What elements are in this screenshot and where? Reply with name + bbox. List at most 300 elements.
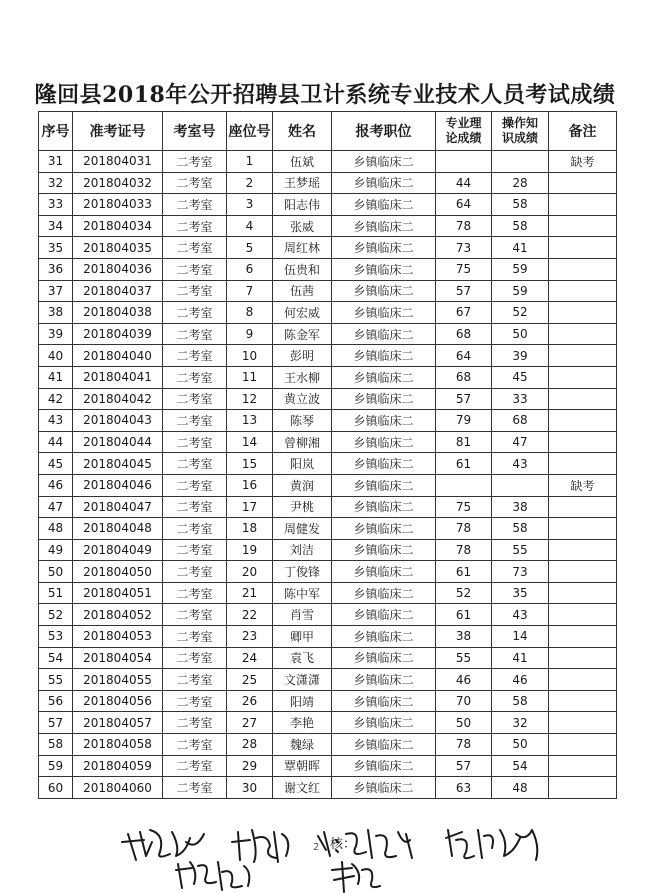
- row-seq: 42: [39, 388, 73, 410]
- row-name: 伍贵和: [273, 258, 332, 280]
- row-name: 黄立波: [273, 388, 332, 410]
- row-theory-score: 67: [436, 302, 492, 324]
- row-seat: 17: [227, 496, 273, 518]
- row-exam-no: 201804032: [73, 172, 163, 194]
- row-theory-score: 44: [436, 172, 492, 194]
- row-room: 二考室: [163, 755, 227, 777]
- table-row: [39, 474, 617, 496]
- row-seat: 11: [227, 366, 273, 388]
- row-position: 乡镇临床二: [332, 172, 436, 194]
- row-name: 曾柳湘: [273, 431, 332, 453]
- table-row: [39, 669, 617, 691]
- row-theory-score: 68: [436, 366, 492, 388]
- row-seat: 5: [227, 237, 273, 259]
- table-row: [39, 194, 617, 216]
- row-seat: 28: [227, 734, 273, 756]
- row-name: 陈琴: [273, 410, 332, 432]
- row-exam-no: 201804048: [73, 518, 163, 540]
- row-seq: 46: [39, 474, 73, 496]
- row-seq: 34: [39, 215, 73, 237]
- row-remark: [549, 647, 617, 669]
- header-exam-no: 准考证号: [73, 112, 163, 151]
- row-practice-score: [492, 151, 549, 173]
- row-exam-no: 201804043: [73, 410, 163, 432]
- row-seat: 23: [227, 626, 273, 648]
- row-theory-score: 57: [436, 388, 492, 410]
- row-practice-score: 50: [492, 323, 549, 345]
- row-position: 乡镇临床二: [332, 280, 436, 302]
- row-exam-no: 201804036: [73, 258, 163, 280]
- row-seq: 49: [39, 539, 73, 561]
- header-practice-score: [492, 112, 549, 151]
- row-remark: [549, 237, 617, 259]
- row-remark: [549, 194, 617, 216]
- row-exam-no: 201804041: [73, 366, 163, 388]
- row-seq: 51: [39, 582, 73, 604]
- row-position: 乡镇临床二: [332, 496, 436, 518]
- row-room: 二考室: [163, 431, 227, 453]
- row-seat: 16: [227, 474, 273, 496]
- row-exam-no: 201804035: [73, 237, 163, 259]
- row-exam-no: 201804046: [73, 474, 163, 496]
- row-practice-score: 58: [492, 690, 549, 712]
- table-body: [39, 151, 617, 799]
- row-position: 乡镇临床二: [332, 734, 436, 756]
- row-theory-score: 70: [436, 690, 492, 712]
- row-practice-score: 52: [492, 302, 549, 324]
- row-room: 二考室: [163, 561, 227, 583]
- table-row: [39, 151, 617, 173]
- row-practice-score: 73: [492, 561, 549, 583]
- row-exam-no: 201804053: [73, 626, 163, 648]
- table-row: [39, 431, 617, 453]
- row-practice-score: 43: [492, 453, 549, 475]
- signature-2: [232, 830, 288, 862]
- row-seq: 57: [39, 712, 73, 734]
- row-practice-score: 59: [492, 280, 549, 302]
- row-position: 乡镇临床二: [332, 647, 436, 669]
- row-remark: [549, 755, 617, 777]
- row-position: 乡镇临床二: [332, 690, 436, 712]
- header-name: 姓名: [273, 112, 332, 151]
- row-seat: 25: [227, 669, 273, 691]
- table-row: [39, 604, 617, 626]
- row-remark: [549, 410, 617, 432]
- row-exam-no: 201804051: [73, 582, 163, 604]
- row-exam-no: 201804044: [73, 431, 163, 453]
- row-remark: [549, 734, 617, 756]
- row-name: 张威: [273, 215, 332, 237]
- row-exam-no: 201804031: [73, 151, 163, 173]
- header-room: 考室号: [163, 112, 227, 151]
- row-seq: 39: [39, 323, 73, 345]
- row-position: 乡镇临床二: [332, 453, 436, 475]
- row-name: 伍斌: [273, 151, 332, 173]
- row-seat: 2: [227, 172, 273, 194]
- row-theory-score: 64: [436, 194, 492, 216]
- row-practice-score: 46: [492, 669, 549, 691]
- header-seq: 序号: [39, 112, 73, 151]
- row-room: 二考室: [163, 474, 227, 496]
- row-seq: 33: [39, 194, 73, 216]
- row-exam-no: 201804052: [73, 604, 163, 626]
- row-room: 二考室: [163, 604, 227, 626]
- row-theory-score: 50: [436, 712, 492, 734]
- row-room: 二考室: [163, 237, 227, 259]
- row-exam-no: 201804058: [73, 734, 163, 756]
- row-exam-no: 201804055: [73, 669, 163, 691]
- row-seat: 8: [227, 302, 273, 324]
- row-room: 二考室: [163, 280, 227, 302]
- row-name: 周红林: [273, 237, 332, 259]
- table-row: [39, 518, 617, 540]
- row-remark: [549, 388, 617, 410]
- row-seq: 40: [39, 345, 73, 367]
- row-seat: 14: [227, 431, 273, 453]
- row-theory-score: 64: [436, 345, 492, 367]
- row-seq: 59: [39, 755, 73, 777]
- row-room: 二考室: [163, 453, 227, 475]
- row-theory-score: 75: [436, 496, 492, 518]
- row-seat: 22: [227, 604, 273, 626]
- row-seat: 7: [227, 280, 273, 302]
- row-position: 乡镇临床二: [332, 410, 436, 432]
- row-remark: [549, 453, 617, 475]
- row-position: 乡镇临床二: [332, 237, 436, 259]
- row-theory-score: 57: [436, 755, 492, 777]
- row-position: 乡镇临床二: [332, 518, 436, 540]
- table-row: [39, 215, 617, 237]
- row-seat: 6: [227, 258, 273, 280]
- row-practice-score: 14: [492, 626, 549, 648]
- table-row: [39, 345, 617, 367]
- row-seat: 26: [227, 690, 273, 712]
- row-seat: 10: [227, 345, 273, 367]
- row-exam-no: 201804045: [73, 453, 163, 475]
- row-seq: 53: [39, 626, 73, 648]
- row-name: 文潇潇: [273, 669, 332, 691]
- row-theory-score: 38: [436, 626, 492, 648]
- header-theory-score: [436, 112, 492, 151]
- row-position: 乡镇临床二: [332, 151, 436, 173]
- row-remark: [549, 280, 617, 302]
- row-theory-score: 78: [436, 518, 492, 540]
- row-practice-score: 32: [492, 712, 549, 734]
- table-row: [39, 777, 617, 799]
- row-seat: 19: [227, 539, 273, 561]
- row-theory-score: 55: [436, 647, 492, 669]
- row-practice-score: 41: [492, 237, 549, 259]
- row-room: 二考室: [163, 345, 227, 367]
- row-name: 王水柳: [273, 366, 332, 388]
- row-seat: 18: [227, 518, 273, 540]
- row-position: 乡镇临床二: [332, 388, 436, 410]
- table-row: [39, 712, 617, 734]
- row-seq: 35: [39, 237, 73, 259]
- row-name: 周健发: [273, 518, 332, 540]
- row-practice-score: 58: [492, 194, 549, 216]
- reviewer-label: 核：: [330, 837, 357, 852]
- row-name: 陈金军: [273, 323, 332, 345]
- row-remark: [549, 496, 617, 518]
- row-seat: 15: [227, 453, 273, 475]
- row-seq: 60: [39, 777, 73, 799]
- row-practice-score: 55: [492, 539, 549, 561]
- table-row: [39, 237, 617, 259]
- table-row: [39, 453, 617, 475]
- row-room: 二考室: [163, 215, 227, 237]
- row-position: 乡镇临床二: [332, 582, 436, 604]
- row-theory-score: 68: [436, 323, 492, 345]
- row-theory-score: 57: [436, 280, 492, 302]
- row-practice-score: 58: [492, 518, 549, 540]
- row-position: 乡镇临床二: [332, 258, 436, 280]
- row-room: 二考室: [163, 626, 227, 648]
- row-theory-score: 75: [436, 258, 492, 280]
- row-practice-score: [492, 474, 549, 496]
- table-row: [39, 647, 617, 669]
- signature-1: [122, 830, 204, 860]
- row-room: 二考室: [163, 518, 227, 540]
- row-practice-score: 54: [492, 755, 549, 777]
- signature-5: [176, 862, 249, 890]
- row-name: 袁飞: [273, 647, 332, 669]
- row-exam-no: 201804040: [73, 345, 163, 367]
- row-room: 二考室: [163, 582, 227, 604]
- table-row: [39, 755, 617, 777]
- row-name: 肖雪: [273, 604, 332, 626]
- row-theory-score: 78: [436, 734, 492, 756]
- row-position: 乡镇临床二: [332, 539, 436, 561]
- row-practice-score: 50: [492, 734, 549, 756]
- row-theory-score: 61: [436, 561, 492, 583]
- row-room: 二考室: [163, 647, 227, 669]
- row-room: 二考室: [163, 151, 227, 173]
- row-seat: 3: [227, 194, 273, 216]
- row-remark: [549, 302, 617, 324]
- row-seq: 31: [39, 151, 73, 173]
- row-theory-score: 78: [436, 215, 492, 237]
- row-position: 乡镇临床二: [332, 604, 436, 626]
- row-seat: 24: [227, 647, 273, 669]
- header-position: 报考职位: [332, 112, 436, 151]
- row-practice-score: 39: [492, 345, 549, 367]
- table-row: [39, 626, 617, 648]
- row-name: 卿甲: [273, 626, 332, 648]
- row-seq: 38: [39, 302, 73, 324]
- row-seq: 50: [39, 561, 73, 583]
- row-seat: 13: [227, 410, 273, 432]
- row-seq: 41: [39, 366, 73, 388]
- table-row: [39, 539, 617, 561]
- row-theory-score: 61: [436, 604, 492, 626]
- row-position: 乡镇临床二: [332, 345, 436, 367]
- row-practice-score: 41: [492, 647, 549, 669]
- row-practice-score: 48: [492, 777, 549, 799]
- row-name: 谢文红: [273, 777, 332, 799]
- row-seq: 45: [39, 453, 73, 475]
- row-seq: 58: [39, 734, 73, 756]
- table-row: [39, 280, 617, 302]
- row-seat: 1: [227, 151, 273, 173]
- row-seat: 9: [227, 323, 273, 345]
- signature-4: [446, 830, 537, 860]
- row-remark: 缺考: [549, 151, 617, 173]
- row-seat: 27: [227, 712, 273, 734]
- signatures-area: [0, 812, 650, 893]
- row-exam-no: 201804038: [73, 302, 163, 324]
- row-remark: [549, 366, 617, 388]
- row-position: 乡镇临床二: [332, 323, 436, 345]
- table-row: [39, 496, 617, 518]
- row-exam-no: 201804050: [73, 561, 163, 583]
- row-room: 二考室: [163, 172, 227, 194]
- row-name: 丁俊锋: [273, 561, 332, 583]
- page-number: 2: [313, 842, 320, 853]
- row-position: 乡镇临床二: [332, 194, 436, 216]
- row-room: 二考室: [163, 388, 227, 410]
- header-seat: 座位号: [227, 112, 273, 151]
- row-name: 阳岚: [273, 453, 332, 475]
- row-exam-no: 201804049: [73, 539, 163, 561]
- row-practice-score: 59: [492, 258, 549, 280]
- row-seq: 37: [39, 280, 73, 302]
- row-position: 乡镇临床二: [332, 431, 436, 453]
- row-room: 二考室: [163, 194, 227, 216]
- table-row: [39, 388, 617, 410]
- row-exam-no: 201804039: [73, 323, 163, 345]
- row-name: 伍茜: [273, 280, 332, 302]
- table-row: [39, 582, 617, 604]
- table-row: [39, 366, 617, 388]
- row-name: 覃朝晖: [273, 755, 332, 777]
- row-name: 阳志伟: [273, 194, 332, 216]
- row-remark: [549, 777, 617, 799]
- row-room: 二考室: [163, 712, 227, 734]
- row-room: 二考室: [163, 366, 227, 388]
- row-seat: 21: [227, 582, 273, 604]
- row-exam-no: 201804054: [73, 647, 163, 669]
- row-exam-no: 201804047: [73, 496, 163, 518]
- row-position: 乡镇临床二: [332, 626, 436, 648]
- row-position: 乡镇临床二: [332, 366, 436, 388]
- row-practice-score: 38: [492, 496, 549, 518]
- row-seq: 43: [39, 410, 73, 432]
- signature-6: [332, 862, 380, 892]
- row-position: 乡镇临床二: [332, 302, 436, 324]
- row-name: 魏绿: [273, 734, 332, 756]
- row-theory-score: 46: [436, 669, 492, 691]
- row-exam-no: 201804034: [73, 215, 163, 237]
- row-practice-score: 35: [492, 582, 549, 604]
- header-practice-line1: 操作知: [501, 116, 538, 130]
- row-remark: [549, 604, 617, 626]
- row-room: 二考室: [163, 302, 227, 324]
- row-room: 二考室: [163, 734, 227, 756]
- row-practice-score: 43: [492, 604, 549, 626]
- row-exam-no: 201804033: [73, 194, 163, 216]
- row-room: 二考室: [163, 258, 227, 280]
- row-position: 乡镇临床二: [332, 712, 436, 734]
- row-theory-score: 81: [436, 431, 492, 453]
- row-name: 尹桃: [273, 496, 332, 518]
- row-theory-score: 78: [436, 539, 492, 561]
- table-row: [39, 258, 617, 280]
- row-name: 王梦瑶: [273, 172, 332, 194]
- row-name: 阳靖: [273, 690, 332, 712]
- row-theory-score: 73: [436, 237, 492, 259]
- row-name: 李艳: [273, 712, 332, 734]
- row-seq: 56: [39, 690, 73, 712]
- row-position: 乡镇临床二: [332, 755, 436, 777]
- row-remark: [549, 626, 617, 648]
- row-position: 乡镇临床二: [332, 474, 436, 496]
- row-room: 二考室: [163, 323, 227, 345]
- scores-table: [38, 111, 617, 799]
- row-theory-score: 63: [436, 777, 492, 799]
- row-room: 二考室: [163, 669, 227, 691]
- row-name: 刘洁: [273, 539, 332, 561]
- row-remark: [549, 431, 617, 453]
- row-exam-no: 201804059: [73, 755, 163, 777]
- row-room: 二考室: [163, 690, 227, 712]
- row-exam-no: 201804060: [73, 777, 163, 799]
- row-practice-score: 68: [492, 410, 549, 432]
- table-header-row: [39, 112, 617, 151]
- row-theory-score: [436, 151, 492, 173]
- row-seat: 29: [227, 755, 273, 777]
- row-practice-score: 45: [492, 366, 549, 388]
- row-remark: [549, 345, 617, 367]
- row-room: 二考室: [163, 410, 227, 432]
- row-name: 彭明: [273, 345, 332, 367]
- row-remark: [549, 518, 617, 540]
- row-room: 二考室: [163, 539, 227, 561]
- row-position: 乡镇临床二: [332, 777, 436, 799]
- row-remark: [549, 561, 617, 583]
- row-seq: 54: [39, 647, 73, 669]
- header-practice-line2: 识成绩: [501, 131, 538, 145]
- row-exam-no: 201804042: [73, 388, 163, 410]
- table-row: [39, 410, 617, 432]
- table-row: [39, 302, 617, 324]
- table-row: [39, 172, 617, 194]
- table-row: [39, 734, 617, 756]
- row-remark: [549, 712, 617, 734]
- row-remark: 缺考: [549, 474, 617, 496]
- header-remark: 备注: [549, 112, 617, 151]
- row-seq: 44: [39, 431, 73, 453]
- row-theory-score: [436, 474, 492, 496]
- row-exam-no: 201804037: [73, 280, 163, 302]
- row-position: 乡镇临床二: [332, 669, 436, 691]
- row-seq: 36: [39, 258, 73, 280]
- row-position: 乡镇临床二: [332, 215, 436, 237]
- row-remark: [549, 323, 617, 345]
- row-room: 二考室: [163, 496, 227, 518]
- row-remark: [549, 172, 617, 194]
- row-name: 黄润: [273, 474, 332, 496]
- row-seat: 20: [227, 561, 273, 583]
- row-seq: 32: [39, 172, 73, 194]
- row-remark: [549, 539, 617, 561]
- row-remark: [549, 258, 617, 280]
- row-position: 乡镇临床二: [332, 561, 436, 583]
- page-title: 隆回县2018年公开招聘县卫计系统专业技术人员考试成绩: [34, 82, 616, 108]
- row-seat: 12: [227, 388, 273, 410]
- row-theory-score: 61: [436, 453, 492, 475]
- row-theory-score: 52: [436, 582, 492, 604]
